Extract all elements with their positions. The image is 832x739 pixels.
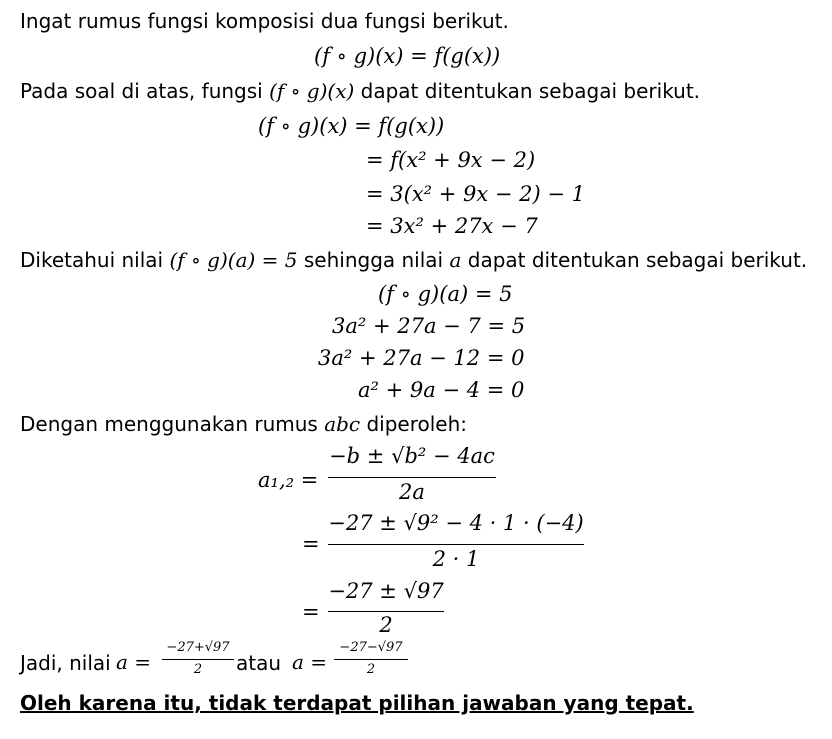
step2-line3: 3a² + 27a − 12 = 0 (318, 346, 525, 370)
jadi-bar-1 (162, 659, 234, 660)
abc-num3: −27 ± √97 (328, 579, 444, 603)
step1-line4: = 3x² + 27x − 7 (366, 214, 538, 238)
abc-eq2: = (302, 532, 320, 556)
abc-suffix: diperoleh: (360, 412, 468, 436)
fraction-bar-3 (328, 611, 444, 612)
jadi-a1: a = (116, 650, 152, 674)
step2-line2: 3a² + 27a − 7 = 5 (332, 314, 526, 338)
diket-suffix: dapat ditentukan sebagai berikut. (461, 248, 808, 272)
step2-line4: a² + 9a − 4 = 0 (358, 378, 525, 402)
abc-num1: −b ± √b² − 4ac (329, 444, 495, 468)
abc-eq3: = (302, 600, 320, 624)
diket-expr: (f ∘ g)(a) = 5 (169, 248, 298, 272)
pada-suffix: dapat ditentukan sebagai berikut. (354, 79, 701, 103)
abc-prefix: Dengan menggunakan rumus (20, 412, 325, 436)
conclusion-text: Oleh karena itu, tidak terdapat pilihan jawaban yang tepat. (20, 691, 694, 715)
diket-mid: sehingga nilai (297, 248, 450, 272)
pada-text (20, 78, 700, 104)
pada-prefix: Pada soal di atas, fungsi (20, 79, 270, 103)
step2-line1: (f ∘ g)(a) = 5 (378, 282, 513, 306)
abc-den2: 2 · 1 (432, 547, 480, 571)
jadi-den2: 2 (366, 662, 376, 677)
jadi-prefix: Jadi, nilai (20, 651, 111, 675)
abc-text (20, 411, 467, 437)
step1-line2: = f(x² + 9x − 2) (366, 148, 536, 172)
jadi-den1: 2 (193, 662, 203, 677)
step1-line3: = 3(x² + 9x − 2) − 1 (366, 182, 586, 206)
abc-lhs: a₁,₂ = (258, 468, 319, 492)
fraction-bar-1 (328, 477, 496, 478)
diket-var: a (449, 248, 462, 272)
jadi-num2: −27−√97 (339, 640, 403, 655)
jadi-a2: a = (292, 650, 328, 674)
diketahui-text (20, 247, 807, 273)
abc-den1: 2a (399, 480, 425, 504)
abc-den3: 2 (379, 613, 393, 637)
jadi-bar-2 (334, 659, 408, 660)
composition-formula: (f ∘ g)(x) = f(g(x)) (314, 44, 501, 68)
jadi-num1: −27+√97 (166, 640, 230, 655)
step1-line1: (f ∘ g)(x) = f(g(x)) (258, 114, 445, 138)
abc-num2: −27 ± √9² − 4 · 1 · (−4) (328, 511, 584, 535)
fraction-bar-2 (328, 544, 584, 545)
diket-prefix: Diketahui nilai (20, 248, 170, 272)
jadi-atau: atau (236, 651, 282, 675)
pada-function: (f ∘ g)(x) (269, 79, 355, 103)
intro-text: Ingat rumus fungsi komposisi dua fungsi berikut. (20, 9, 509, 33)
abc-var: abc (324, 412, 361, 436)
